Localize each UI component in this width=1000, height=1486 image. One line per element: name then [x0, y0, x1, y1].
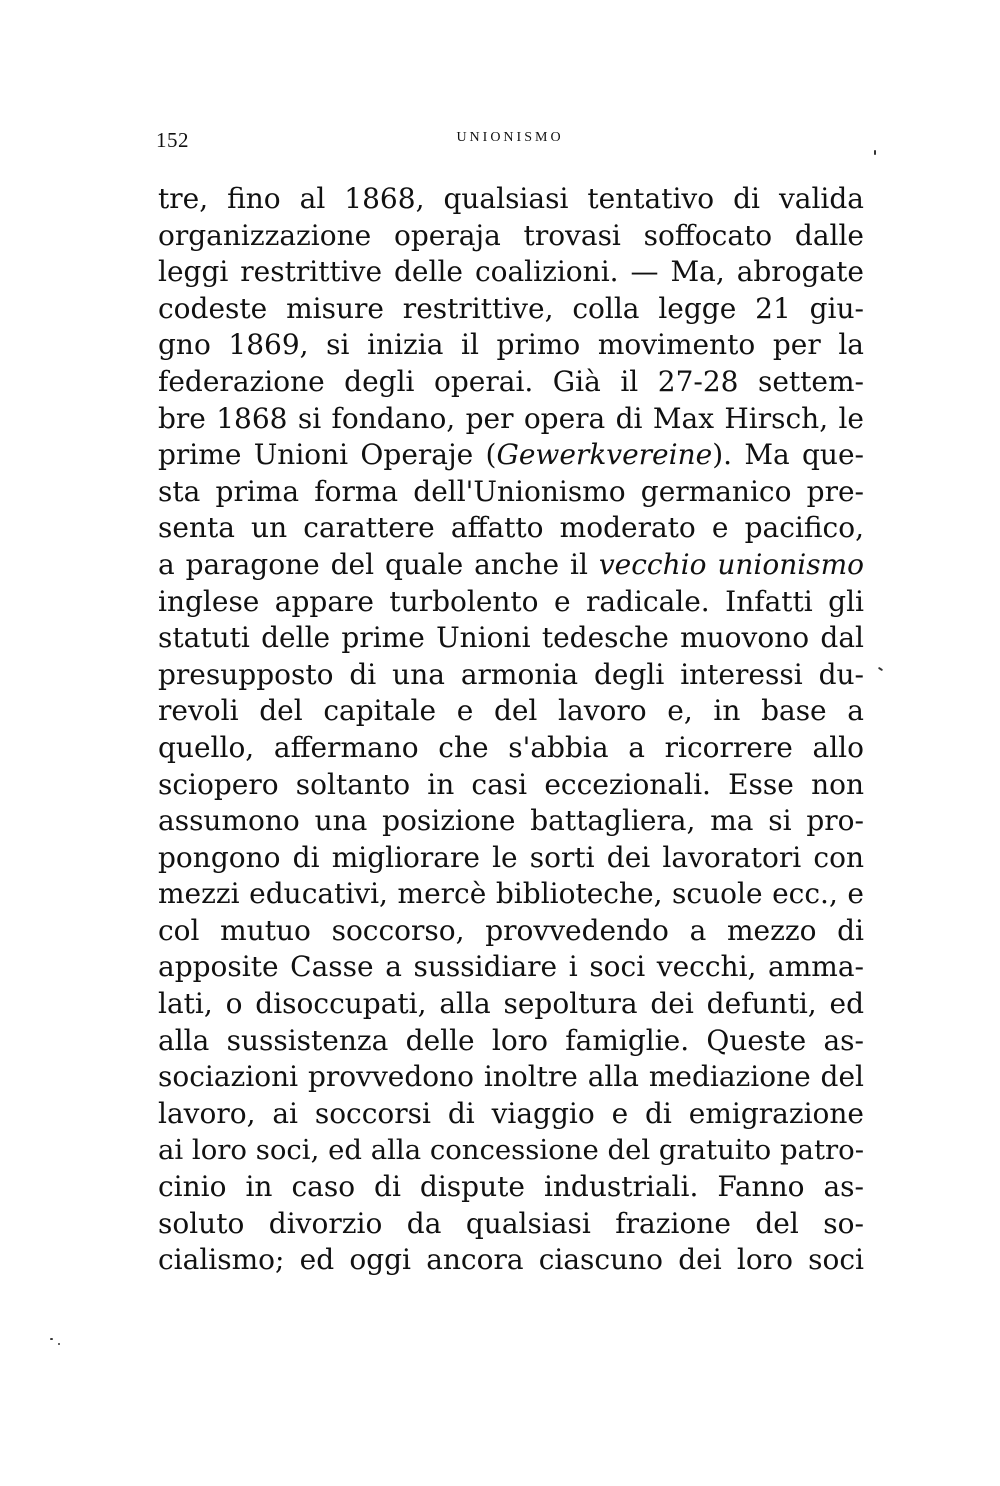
- text-line-21: col mutuo soccorso, provvedendo a mezzo di: [158, 913, 864, 947]
- text-line-23: lati, o disoccupati, alla sepoltura dei defunti, ed: [158, 987, 864, 1021]
- text-line-10: senta un carattere affatto moderato e pacifico,: [158, 511, 864, 545]
- text-line-17: sciopero soltanto in casi eccezionali. Esse non: [158, 767, 864, 801]
- text-line-30: cialismo; ed oggi ancora ciascuno dei loro soci: [158, 1243, 864, 1277]
- text-line-27: ai loro soci, ed alla concessione del gratuito patro-: [158, 1134, 864, 1167]
- text-line-4: codeste misure restrittive, colla legge 21 giu-: [158, 291, 864, 325]
- speck-4: [58, 1343, 60, 1345]
- text-line-12: inglese appare turbolento e radicale. Infatti gli: [158, 584, 864, 618]
- text-body: [158, 181, 864, 1279]
- text-line-11-start: a paragone del quale anche il: [158, 547, 599, 581]
- text-line-24: alla sussistenza delle loro famiglie. Queste as-: [158, 1023, 864, 1057]
- text-line-19: pongono di migliorare le sorti dei lavoratori con: [158, 840, 864, 874]
- speck-3: [50, 1338, 53, 1340]
- text-line-28: cinio in caso di dispute industriali. Fanno as-: [158, 1170, 864, 1204]
- text-line-26: lavoro, ai soccorsi di viaggio e di emigrazione: [158, 1096, 864, 1130]
- text-line-11: [158, 547, 864, 584]
- text-line-29: soluto divorzio da qualsiasi frazione del so-: [158, 1206, 864, 1240]
- italic-term-vecchio-unionismo: vecchio unionismo: [598, 547, 864, 581]
- text-line-2: organizzazione operaja trovasi soffocato dalle: [158, 218, 864, 252]
- page-number: 152: [156, 128, 189, 152]
- text-line-18: assumono una posizione battagliera, ma si pro-: [158, 804, 864, 838]
- text-line-8-start: prime Unioni Operaje (: [158, 438, 497, 472]
- text-line-16: quello, affermano che s'abbia a ricorrere allo: [158, 730, 864, 764]
- text-line-15: revoli del capitale e del lavoro e, in base a: [158, 694, 864, 728]
- text-line-20: mezzi educativi, mercè biblioteche, scuole ecc., e: [158, 877, 864, 911]
- text-line-8: [158, 437, 864, 474]
- text-line-1: tre, fino al 1868, qualsiasi tentativo di valida: [158, 182, 864, 215]
- text-line-25: sociazioni provvedono inoltre alla mediazione del: [158, 1060, 864, 1094]
- speck-1: [874, 150, 876, 155]
- text-line-13: statuti delle prime Unioni tedesche muovono dal: [158, 621, 864, 655]
- text-line-8-end: ). Ma que-: [712, 438, 864, 472]
- speck-2: [878, 667, 883, 672]
- text-line-7: bre 1868 si fondano, per opera di Max Hirsch, le: [158, 401, 864, 435]
- text-line-22: apposite Casse a sussidiare i soci vecchi, amma-: [158, 950, 864, 984]
- running-title: UNIONISMO: [456, 130, 564, 145]
- text-line-14: presupposto di una armonia degli interessi du-: [158, 657, 864, 691]
- text-line-9: sta prima forma dell'Unionismo germanico pre-: [158, 474, 864, 508]
- text-line-5: gno 1869, si inizia il primo movimento per la: [158, 328, 864, 362]
- italic-term-gewerkvereine: Gewerkvereine: [496, 438, 713, 472]
- page-header: [156, 128, 864, 154]
- text-line-6: federazione degli operai. Già il 27-28 settem-: [158, 364, 864, 398]
- text-line-3: leggi restrittive delle coalizioni. — Ma, abrogate: [158, 255, 864, 289]
